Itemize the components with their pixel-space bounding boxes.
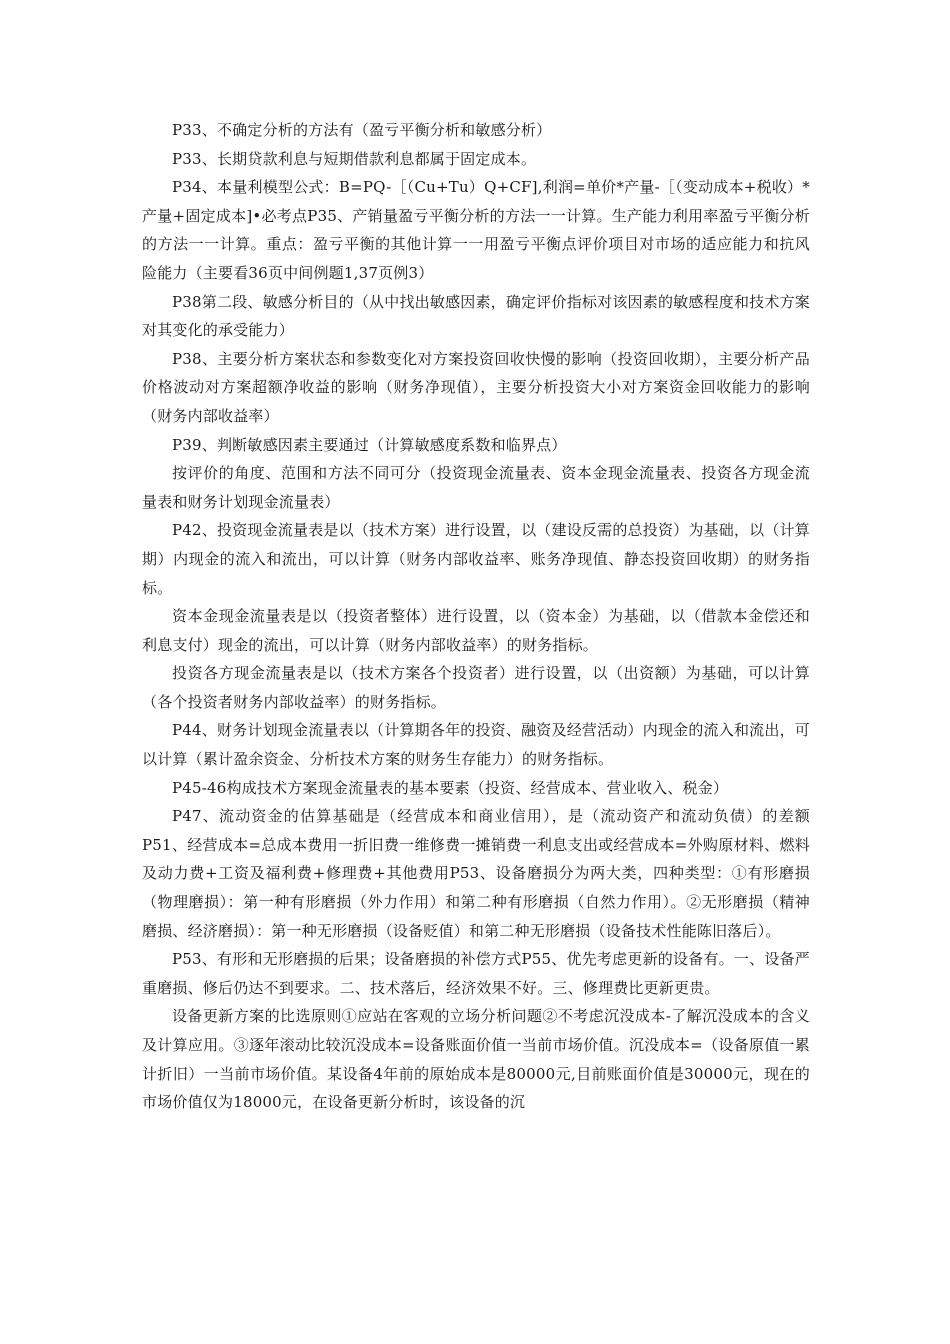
paragraph-p47-working-capital: P47、流动资金的估算基础是（经营成本和商业信用），是（流动资产和流动负债）的差额P51、经营成本=总成本费用一折旧费一维修费一摊销费一利息支出或经营成本=外购原材料、燃料及动力费+工资及福利费+修理费+其他费用P53、设备磨损分为两大类，四种类型：①有形磨损（物理磨损）：第一种有形磨损（外力作用）和第二种有形磨损（自然力作用）。②无形磨损（精神磨损、经济磨损）：第一种无形磨损（设备贬值）和第二种无形磨损（设备技术性能陈旧落后）。 — [142, 807, 810, 940]
paragraph-p38-sensitivity-purpose: P38第二段、敏感分析目的（从中找出敏感因素，确定评价指标对该因素的敏感程度和技术方案对其变化的承受能力） — [142, 292, 810, 340]
paragraph-p33-uncertainty-methods: P33、不确定分析的方法有（盈亏平衡分析和敏感分析） — [172, 121, 552, 139]
paragraph-equipment-replacement: 设备更新方案的比选原则①应站在客观的立场分析问题②不考虑沉没成本-了解沉没成本的含义及计算应用。③逐年滚动比较沉没成本=设备账面价值一当前市场价值。沉没成本=（设备原值一累计折旧）一当前市场价值。某设备4年前的原始成本是80000元,目前账面价值是30000元，现在的市场价值仅为18000元，在设备更新分析时，该设备的沉 — [142, 1007, 810, 1112]
paragraph-p38-analysis-targets: P38、主要分析方案状态和参数变化对方案投资回收快慢的影响（投资回收期），主要分析产品价格波动对方案超额净收益的影响（财务净现值），主要分析投资大小对方案资金回收能力的影响（财务内部收益率） — [142, 349, 810, 425]
paragraph-p34-cvp-model: P34、本量利模型公式：B=PQ-［（Cu+Tu）Q+CF],利润=单价*产量-［（变动成本+税收）*产量+固定成本]•必考点P35、产销量盈亏平衡分析的方法一一计算。生产能力利用率盈亏平衡分析的方法一一计算。重点：盈亏平衡的其他计算一一用盈亏平衡点评价项目对市场的适应能力和抗风险能力（主要看36页中间例题1,37页例3） — [142, 178, 810, 282]
paragraph-p45-basic-elements: P45-46构成技术方案现金流量表的基本要素（投资、经营成本、营业收入、税金） — [172, 778, 729, 797]
document-body — [142, 116, 810, 1117]
paragraph-cashflow-classification: 按评价的角度、范围和方法不同可分（投资现金流量表、资本金现金流量表、投资各方现金流量表和财务计划现金流量表） — [142, 464, 810, 511]
paragraph-p42-investment-cashflow: P42、投资现金流量表是以（技术方案）进行设置，以（建设反需的总投资）为基础，以（计算期）内现金的流入和流出，可以计算（财务内部收益率、账务净现值、静态投资回收期）的财务指标。 — [142, 521, 810, 597]
paragraph-p53-wear-consequences: P53、有形和无形磨损的后果；设备磨损的补偿方式P55、优先考虑更新的设备有。一、设备严重磨损、修后仍达不到要求。二、技术落后，经济效果不好。三、修理费比更新更贵。 — [142, 950, 810, 997]
paragraph-investor-cashflow: 投资各方现金流量表是以（技术方案各个投资者）进行设置，以（出资额）为基础，可以计算（各个投资者财务内部收益率）的财务指标。 — [142, 664, 810, 711]
paragraph-capital-cashflow: 资本金现金流量表是以（投资者整体）进行设置，以（资本金）为基础，以（借款本金偿还和利息支付）现金的流出，可以计算（财务内部收益率）的财务指标。 — [142, 607, 810, 654]
paragraph-p33-loan-interest: P33、长期贷款利息与短期借款利息都属于固定成本。 — [172, 149, 537, 168]
paragraph-p44-financial-plan-cashflow: P44、财务计划现金流量表以（计算期各年的投资、融资及经营活动）内现金的流入和流出，可以计算（累计盈余资金、分析技术方案的财务生存能力）的财务指标。 — [142, 721, 810, 769]
paragraph-p39-sensitive-factors: P39、判断敏感因素主要通过（计算敏感度系数和临界点） — [172, 435, 567, 454]
